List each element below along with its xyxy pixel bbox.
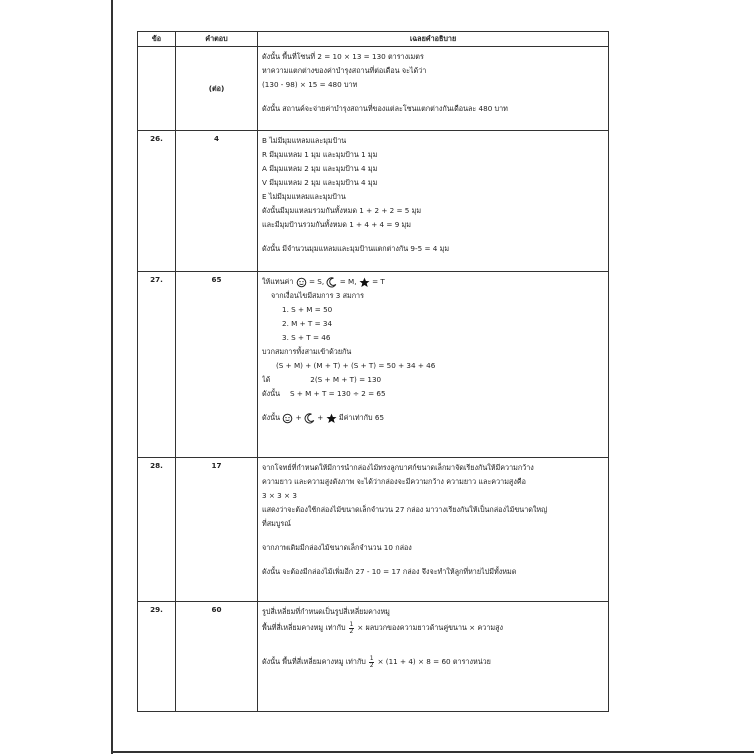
sum-equation: (S + M) + (M + T) + (S + T) = 50 + 34 + 46	[276, 361, 436, 370]
table-row-cont	[138, 47, 609, 131]
row-number	[138, 47, 176, 131]
header-no: ข้อ	[138, 32, 176, 47]
sun-face-icon	[282, 413, 293, 424]
explain-line: E ไม่มีมุมแหลมและมุมป้าน	[262, 192, 346, 201]
formula-line: พื้นที่สี่เหลี่ยมคางหมู เท่ากับ $\frac{1}{2}$ × ผลบวกของความยาวด้านคู่ขนาน × ความสูง	[262, 620, 504, 635]
star-icon	[359, 277, 370, 288]
row-answer: 4	[176, 131, 258, 272]
explain-line: จากเงื่อนไขมีสมการ 3 สมการ	[271, 291, 364, 300]
row-number: 28.	[138, 458, 176, 602]
table-row-29	[138, 602, 609, 712]
page-bottom-border	[111, 751, 754, 753]
result-line: ดังนั้น S + M + T = 130 ÷ 2 = 65	[262, 389, 386, 398]
crescent-moon-icon	[326, 277, 337, 288]
row-number: 26.	[138, 131, 176, 272]
explain-line: รูปสี่เหลี่ยมที่กำหนดเป็นรูปสี่เหลี่ยมคางหมู	[262, 607, 390, 616]
star-icon	[326, 413, 337, 424]
row-number: 29.	[138, 602, 176, 712]
explain-line: และมีมุมป้านรวมกันทั้งหมด 1 + 4 + 4 = 9 มุม	[262, 220, 412, 229]
blank-line	[262, 637, 608, 653]
explain-line: R มีมุมแหลม 1 มุม และมุมป้าน 1 มุม	[262, 150, 378, 159]
row-answer: 65	[176, 272, 258, 458]
explain-line: แสดงว่าจะต้องใช้กล่องไม้ขนาดเล็กจำนวน 27 กล่อง มาวางเรียงกันให้เป็นกล่องไม้ขนาดใหญ่	[262, 505, 548, 514]
equation-2: 2. M + T = 34	[282, 319, 333, 328]
equation-1: 1. S + M = 50	[282, 305, 333, 314]
explain-line: B ไม่มีมุมแหลมและมุมป้าน	[262, 136, 347, 145]
explain-line: ดังนั้น มีจำนวนมุมแหลมและมุมป้านแตกต่างกัน 9-5 = 4 มุม	[262, 244, 450, 253]
header-answer: คำตอบ	[176, 32, 258, 47]
page-left-border	[111, 0, 113, 754]
crescent-moon-icon	[304, 413, 315, 424]
table-header-row	[138, 32, 609, 47]
explain-line: ดังนั้น สถานค์จะจ่ายค่าบำรุงสถานที่ของแต่ละโซนแตกต่างกันเดือนละ 480 บาท	[262, 104, 508, 113]
header-explain: เฉลยคำอธิบาย	[258, 32, 609, 47]
explain-line: (130 - 98) × 15 = 480 บาท	[262, 80, 358, 89]
row-explanation	[258, 602, 609, 712]
row-explanation	[258, 47, 609, 131]
sun-face-icon	[296, 277, 307, 288]
blank-line	[262, 92, 608, 102]
row-explanation	[258, 458, 609, 602]
explain-line: หาความแตกต่างของค่าบำรุงสถานที่ต่อเดือน จะได้ว่า	[262, 66, 427, 75]
answer-line: ดังนั้น พื้นที่สี่เหลี่ยมคางหมู เท่ากับ $\frac{1}{2}$ × (11 + 4) × 8 = 60 ตารางหน่วย	[262, 654, 491, 669]
row-answer: 60	[176, 602, 258, 712]
table-row-26	[138, 131, 609, 272]
row-explanation	[258, 131, 609, 272]
result-line: ได้ 2(S + M + T) = 130	[262, 375, 382, 384]
table-row-28	[138, 458, 609, 602]
explain-line: V มีมุมแหลม 2 มุม และมุมป้าน 4 มุม	[262, 178, 378, 187]
table-row-27	[138, 272, 609, 458]
answer-table	[137, 31, 609, 712]
final-line: ดังนั้น + + มีค่าเท่ากับ 65	[262, 413, 385, 422]
blank-line	[262, 401, 608, 411]
explain-line: ดังนั้น พื้นที่โซนที่ 2 = 10 × 13 = 130 ตารางเมตร	[262, 52, 424, 61]
explain-line: จากภาพเดิมมีกล่องไม้ขนาดเล็กจำนวน 10 กล่อง	[262, 543, 412, 552]
blank-line	[262, 555, 608, 565]
explain-line: ดังนั้น จะต้องมีกล่องไม้เพิ่มอีก 27 - 10 = 17 กล่อง จึงจะทำให้ลูกที่หายไปมีทั้งหมด	[262, 567, 517, 576]
substitution-line: ให้แทนค่า = S, = M, = T	[262, 277, 385, 286]
explain-line: ความยาว และความสูงดังภาพ จะได้ว่ากล่องจะมีความกว้าง ความยาว และความสูงคือ	[262, 477, 526, 486]
explain-line: A มีมุมแหลม 2 มุม และมุมป้าน 4 มุม	[262, 164, 378, 173]
fraction-half: $\frac{1}{2}$	[349, 620, 354, 635]
equation-3: 3. S + T = 46	[282, 333, 331, 342]
explain-line: จากโจทย์ที่กำหนดให้มีการนำกล่องไม้ทรงลูกบาศก์ขนาดเล็กมาจัดเรียงกันให้มีความกว้าง	[262, 463, 534, 472]
explain-line: ที่สมบูรณ์	[262, 519, 291, 528]
explain-line: ดังนั้นมีมุมแหลมรวมกันทั้งหมด 1 + 2 + 2 = 5 มุม	[262, 206, 422, 215]
blank-line	[262, 232, 608, 242]
explain-line: บวกสมการทั้งสามเข้าด้วยกัน	[262, 347, 352, 356]
blank-line	[262, 531, 608, 541]
explain-line: 3 × 3 × 3	[262, 491, 297, 500]
row-answer: (ต่อ)	[176, 47, 258, 131]
fraction-half: $\frac{1}{2}$	[369, 654, 374, 669]
row-answer: 17	[176, 458, 258, 602]
row-number: 27.	[138, 272, 176, 458]
row-explanation	[258, 272, 609, 458]
